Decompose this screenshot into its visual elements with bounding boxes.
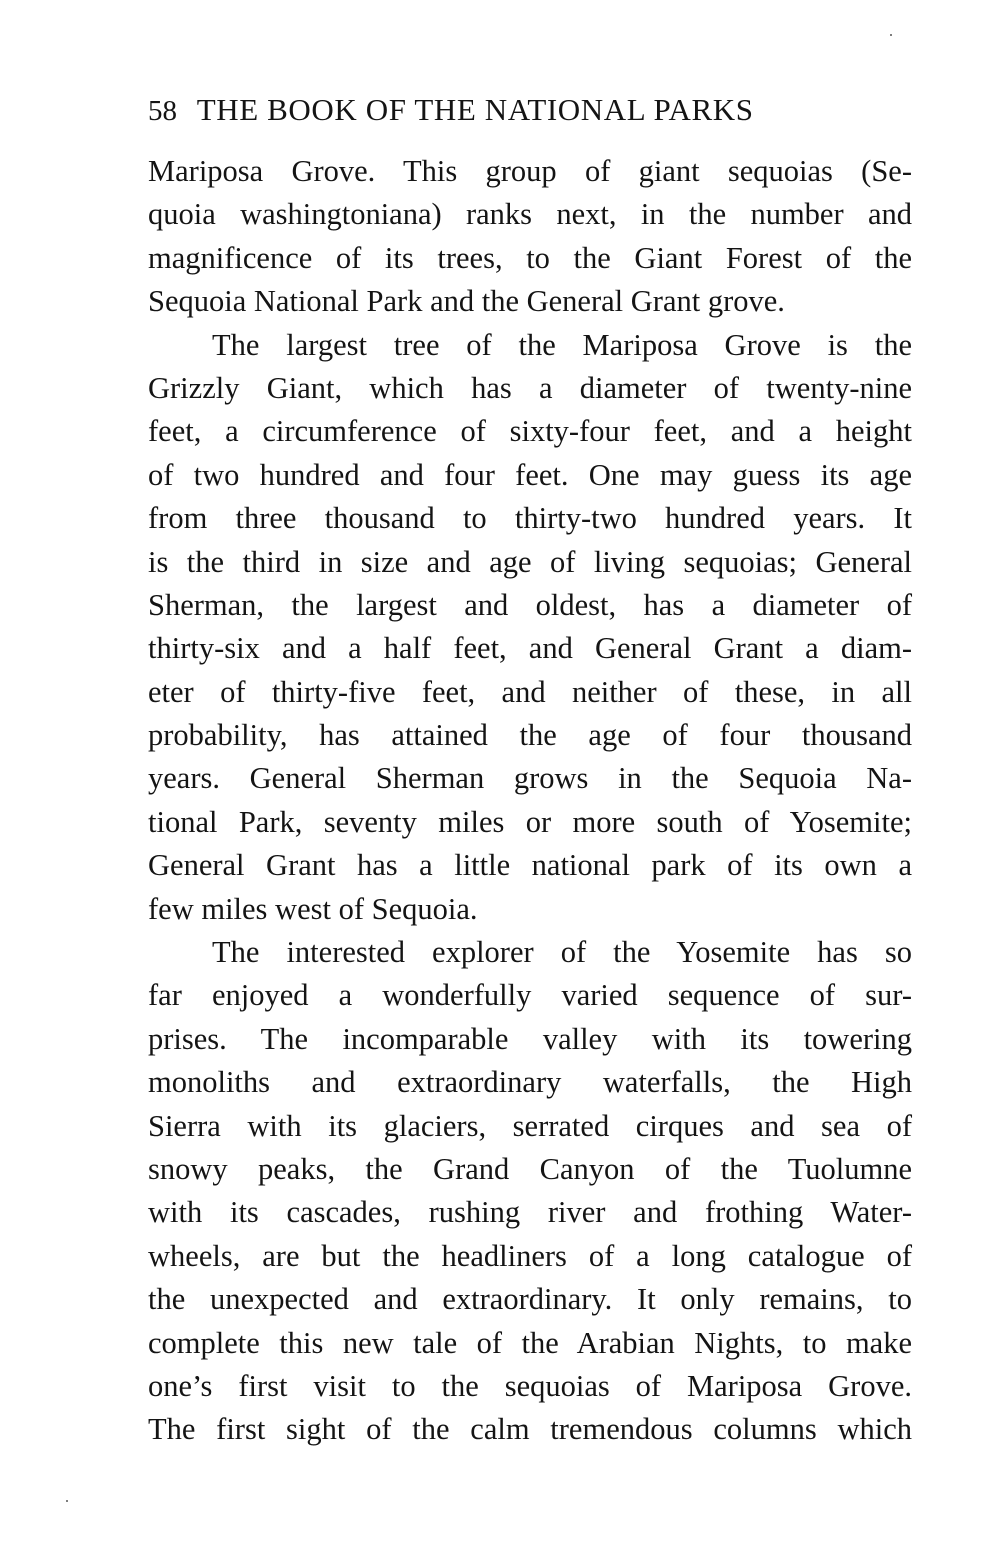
scan-speck: [66, 1500, 68, 1502]
paragraph-1: [148, 150, 912, 324]
text-line: The interested explorer of the Yosemite has so: [212, 935, 912, 970]
text-line: far enjoyed a wonderfully varied sequence of sur-: [148, 978, 912, 1013]
text-line: Grizzly Giant, which has a diameter of twenty-nine: [148, 370, 912, 405]
text-line: magnificence of its trees, to the Giant Forest of the: [148, 240, 912, 275]
text-line: The largest tree of the Mariposa Grove is the: [212, 327, 912, 362]
text-line: the unexpected and extraordinary. It only remains, to: [148, 1282, 912, 1317]
text-line: one’s first visit to the sequoias of Mariposa Grove.: [148, 1368, 912, 1403]
text-line: Sierra with its glaciers, serrated cirques and sea of: [148, 1108, 912, 1143]
text-line: eter of thirty-five feet, and neither of these, in all: [148, 674, 912, 709]
text-line: few miles west of Sequoia.: [148, 891, 478, 926]
text-line: years. General Sherman grows in the Sequoia Na-: [148, 761, 912, 796]
page-number: 58: [148, 95, 177, 127]
text-line: is the third in size and age of living sequoias; General: [148, 544, 912, 579]
scan-speck: [890, 34, 892, 36]
text-line: thirty-six and a half feet, and General Grant a diam-: [148, 631, 912, 666]
text-line: snowy peaks, the Grand Canyon of the Tuolumne: [148, 1151, 912, 1186]
text-line: tional Park, seventy miles or more south of Yosemite;: [148, 804, 912, 839]
text-line: General Grant has a little national park of its own a: [148, 848, 912, 883]
text-line: The first sight of the calm tremendous columns which: [148, 1412, 912, 1447]
text-line: Mariposa Grove. This group of giant sequoias (Se-: [148, 154, 912, 188]
text-line: quoia washingtoniana) ranks next, in the number and: [148, 197, 912, 232]
body-text: [148, 150, 912, 1452]
text-line: wheels, are but the headliners of a long catalogue of: [148, 1238, 912, 1273]
text-line: with its cascades, rushing river and frothing Water-: [148, 1195, 912, 1230]
text-line: Sherman, the largest and oldest, has a diameter of: [148, 587, 912, 622]
running-header-title: THE BOOK OF THE NATIONAL PARKS: [196, 92, 754, 127]
text-line: monoliths and extraordinary waterfalls, the High: [148, 1065, 912, 1100]
text-line: complete this new tale of the Arabian Nights, to make: [148, 1325, 912, 1360]
paragraph-3: [148, 931, 912, 1452]
paragraph-2: [148, 324, 912, 931]
text-line: prises. The incomparable valley with its towering: [148, 1021, 912, 1056]
text-line: from three thousand to thirty-two hundred years. It: [148, 501, 912, 536]
text-line: of two hundred and four feet. One may guess its age: [148, 457, 912, 492]
running-header: [148, 88, 918, 132]
text-line: feet, a circumference of sixty-four feet, and a height: [148, 414, 912, 449]
text-line: probability, has attained the age of four thousand: [148, 718, 912, 753]
text-line: Sequoia National Park and the General Grant grove.: [148, 284, 785, 319]
